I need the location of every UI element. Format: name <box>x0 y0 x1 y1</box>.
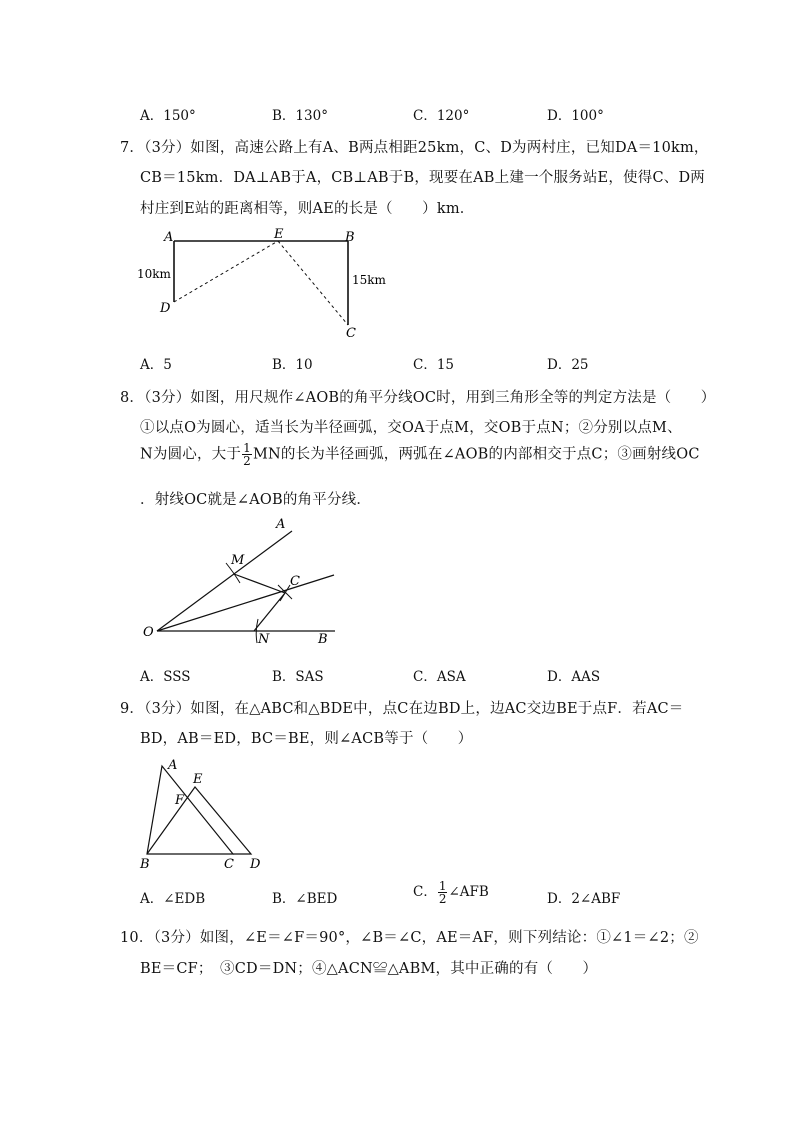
q7-option-c: C．15 <box>413 357 455 373</box>
q7-label-e: E <box>274 227 284 242</box>
q9-number: 9． <box>120 701 145 717</box>
q8-option-c: C．ASA <box>413 669 466 685</box>
q9-score: （3分） <box>144 701 191 717</box>
q9-label-f: F <box>175 793 185 808</box>
q7-label-b: B <box>345 230 355 245</box>
q8-option-a: A．SSS <box>140 669 191 685</box>
q8-ray-oa <box>157 531 292 631</box>
q9-label-e: E <box>193 772 203 787</box>
q9-option-c <box>413 880 489 905</box>
q8-frac-num: 1 <box>243 441 251 455</box>
q10-text1: 如图，∠E＝∠F＝90°，∠B＝∠C，AE＝AF，则下列结论：①∠1＝∠2；② <box>199 930 699 946</box>
q8-text3a: N为圆心，大于 <box>140 446 242 463</box>
q8-line1 <box>120 386 715 407</box>
q8-frac-den: 2 <box>243 454 251 468</box>
q6-option-a: A．150° <box>140 108 196 124</box>
q9-option-c-fraction <box>438 880 448 905</box>
q7-label-d: D <box>160 301 171 316</box>
q8-line3 <box>140 442 700 467</box>
q8-option-b: B．SAS <box>272 669 324 685</box>
q8-label-c: C <box>290 574 300 589</box>
q9-label-d: D <box>250 857 261 872</box>
q7-option-b: B．10 <box>272 357 313 373</box>
q8-label-b: B <box>318 632 328 647</box>
q10-number: 10． <box>120 930 154 946</box>
q8-figure <box>130 515 350 650</box>
q6-option-b: B．130° <box>272 108 328 124</box>
q7-label-c: C <box>346 326 356 341</box>
q9-label-a: A <box>168 758 178 773</box>
q8-text3b: MN的长为半径画弧，两弧在∠AOB的内部相交于点C；③画射线OC <box>252 446 700 463</box>
q7-length-da: 10km <box>137 267 171 281</box>
q6-option-c: C．120° <box>413 108 470 124</box>
q7-line2: CB＝15km．DA⊥AB于A，CB⊥AB于B，现要在AB上建一个服务站E，使得C、D两 <box>140 170 705 186</box>
q6-option-d: D．100° <box>547 108 604 124</box>
q9-label-b: B <box>140 857 150 872</box>
q7-figure <box>130 225 410 345</box>
q8-number: 8． <box>120 390 145 406</box>
q8-label-o: O <box>143 625 154 640</box>
q9-line1 <box>120 697 684 718</box>
q7-number: 7． <box>120 140 145 156</box>
q8-option-d: D．AAS <box>547 669 601 685</box>
q7-text1: 如图，高速公路上有A、B两点相距25km，C、D为两村庄，已知DA＝10km， <box>190 140 709 156</box>
q9-option-c-label: C． <box>413 884 437 900</box>
q7-segment-ec <box>278 241 348 325</box>
q8-label-n: N <box>258 632 270 647</box>
q8-arc-c2 <box>280 585 290 601</box>
q8-label-a: A <box>276 517 286 532</box>
q7-line1 <box>120 136 709 157</box>
q7-length-cb: 15km <box>352 273 386 287</box>
q8-label-m: M <box>231 553 245 568</box>
q9-optc-frac-num: 1 <box>438 879 447 893</box>
q9-label-c: C <box>224 857 234 872</box>
q8-fraction <box>242 442 252 467</box>
q9-option-d: D．2∠ABF <box>547 891 621 907</box>
q7-option-a: A．5 <box>140 357 172 373</box>
q9-text1: 如图，在△ABC和△BDE中，点C在边BD上，边AC交边BE于点F．若AC＝ <box>190 701 684 717</box>
q8-score: （3分） <box>144 390 191 406</box>
q7-option-d: D．25 <box>547 357 589 373</box>
q8-ray-oc <box>157 575 334 631</box>
q9-line2: BD，AB＝ED，BC＝BE，则∠ACB等于（ ） <box>140 731 473 747</box>
q7-score: （3分） <box>144 140 191 156</box>
q7-line3: 村庄到E站的距离相等，则AE的长是（ ）km． <box>140 201 475 217</box>
q8-line4: ．射线OC就是∠AOB的角平分线． <box>140 492 372 508</box>
q9-triangle-bde <box>147 787 251 854</box>
q7-label-a: A <box>164 230 174 245</box>
q9-option-b: B．∠BED <box>272 891 338 907</box>
q8-segment-mc <box>234 574 285 593</box>
q8-text1: 如图，用尺规作∠AOB的角平分线OC时，用到三角形全等的判定方法是（ ） <box>190 390 716 406</box>
q9-figure <box>130 752 280 877</box>
q9-option-a: A．∠EDB <box>140 891 206 907</box>
q7-segment-de <box>174 241 278 302</box>
q9-triangle-abc <box>147 766 233 854</box>
q10-score: （3分） <box>153 930 200 946</box>
q9-optc-frac-den: 2 <box>438 892 447 906</box>
q10-line2: BE＝CF； ③CD＝DN；④△ACN≌△ABM，其中正确的有（ ） <box>140 961 598 977</box>
q10-line1 <box>120 926 699 947</box>
q8-line2: ①以点O为圆心，适当长为半径画弧，交OA于点M，交OB于点N；②分别以点M、 <box>140 420 682 436</box>
q9-option-c-tail: ∠AFB <box>448 884 489 900</box>
